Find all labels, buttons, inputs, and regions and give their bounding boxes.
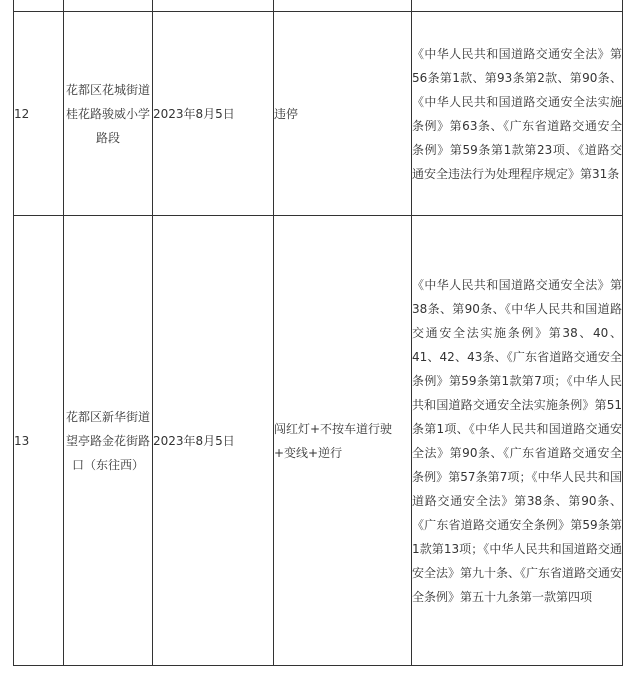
- date-cell: 2023年8月5日: [153, 12, 274, 216]
- location-cell: [64, 12, 153, 216]
- violation-cell: 违停: [274, 12, 412, 216]
- legal-basis-cell: 《中华人民共和国道路交通安全法》第38条、第90条、《中华人民共和国道路交通安全法实施条例》第38、40、41、42、43条、《广东省道路交通安全条例》第59条第1款第7项；《中华人民共和国道路交通安全法实施条例》第51条第1项、《中华人民共和国道路交通安全法》第90条、《广东省道路交通安全条例》第57条第7项；《中华人民共和国道路交通安全法》第38条、第90条、《广东省道路交通安全条例》第59条第1款第13项；《中华人民共和国道路交通安全法》第九十条、《广东省道路交通安全条例》第五十九条第一款第四项: [412, 216, 623, 666]
- legal-basis-cell: 《中华人民共和国道路交通安全法》第56条第1款、第93条第2款、第90条、《中华人民共和国道路交通安全法实施条例》第63条、《广东省道路交通安全条例》第59条第1款第23项、《道路交通安全违法行为处理程序规定》第31条: [412, 12, 623, 216]
- location-text: 花都区新华街道望亭路金花街路口（东往西）: [65, 409, 150, 472]
- table-row-partial: [14, 0, 623, 12]
- table-row: [14, 12, 623, 216]
- row-number: 12: [14, 12, 64, 216]
- cell-empty: [412, 0, 623, 12]
- date-cell: 2023年8月5日: [153, 216, 274, 666]
- location-text: 花都区花城街道桂花路骏威小学路段: [65, 82, 150, 145]
- location-cell: [64, 216, 153, 666]
- row-number: 13: [14, 216, 64, 666]
- violation-cell: 闯红灯+不按车道行驶+变线+逆行: [274, 216, 412, 666]
- violations-table: [13, 0, 623, 666]
- cell-empty: [14, 0, 64, 12]
- cell-empty: [274, 0, 412, 12]
- table-row: [14, 216, 623, 666]
- cell-empty: [153, 0, 274, 12]
- cell-empty: [64, 0, 153, 12]
